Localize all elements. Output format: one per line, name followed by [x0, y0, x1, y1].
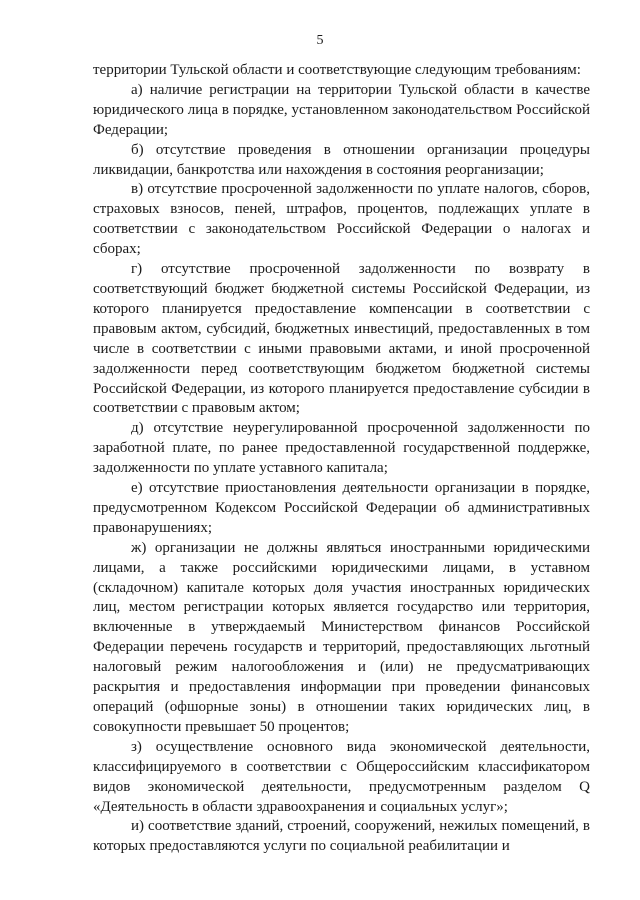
page-number: 5 [316, 33, 324, 48]
paragraph-item-d: д) отсутствие неурегулированной просроченной задолженности по заработной плате, по ранее предоставленной государственной поддержке, задолженности по уплате уставного капитала; [93, 420, 590, 477]
paragraph-item-i: и) соответствие зданий, строений, сооружений, нежилых помещений, в которых предоставляются услуги по социальной реабилитации и [93, 818, 590, 855]
paragraph-item-e: е) отсутствие приостановления деятельности организации в порядке, предусмотренном Кодексом Российской Федерации об административных правонарушениях; [93, 480, 590, 536]
paragraph-item-z: з) осуществление основного вида экономической деятельности, классифицируемого в соответствии с Общероссийским классификатором видов экономической деятельности, предусмотренным разделом Q «Деятельность в области здравоохранения и социальных услуг»; [93, 738, 590, 815]
paragraph-item-a: а) наличие регистрации на территории Тульской области в качестве юридического лица в порядке, установленном законодательством Российской Федерации; [93, 81, 590, 138]
paragraph-item-b: б) отсутствие проведения в отношении организации процедуры ликвидации, банкротства или нахождения в состояния реорганизации; [93, 141, 590, 178]
paragraph-item-g: г) отсутствие просроченной задолженности по возврату в соответствующий бюджет бюджетной системы Российской Федерации, из которого планируется предоставление компенсации в соответствии с правовым актом, субсидий, бюджетных инвестиций, предоставленных в том числе в соответствии с иными правовыми актами, и иной просроченной задолженности перед соответствующим бюджетом бюджетной системы Российской Федерации, из которого планируется предоставление субсидии в соответствии с правовым актом; [93, 261, 590, 417]
document-body [93, 61, 590, 857]
paragraph-item-zh: ж) организации не должны являться иностранными юридическими лицами, а также российскими юридическими лицами, в уставном (складочном) капитале которых доля участия иностранных юридических лиц, местом регистрации которых является государство или территория, включенные в утверждаемый Министерством финансов Российской Федерации перечень государств и территорий, предоставляющих льготный налоговый режим налогообложения и (или) не предусматривающих раскрытия и предоставления информации при проведении финансовых операций (офшорные зоны) в отношении таких юридических лиц, в совокупности превышает 50 процентов; [93, 539, 590, 735]
paragraph-item-v: в) отсутствие просроченной задолженности по уплате налогов, сборов, страховых взносов, пеней, штрафов, процентов, подлежащих уплате в соответствии с законодательством Российской Федерации о налогах и сборах; [93, 181, 590, 258]
paragraph-continuation: территории Тульской области и соответствующие следующим требованиям: [93, 62, 581, 78]
